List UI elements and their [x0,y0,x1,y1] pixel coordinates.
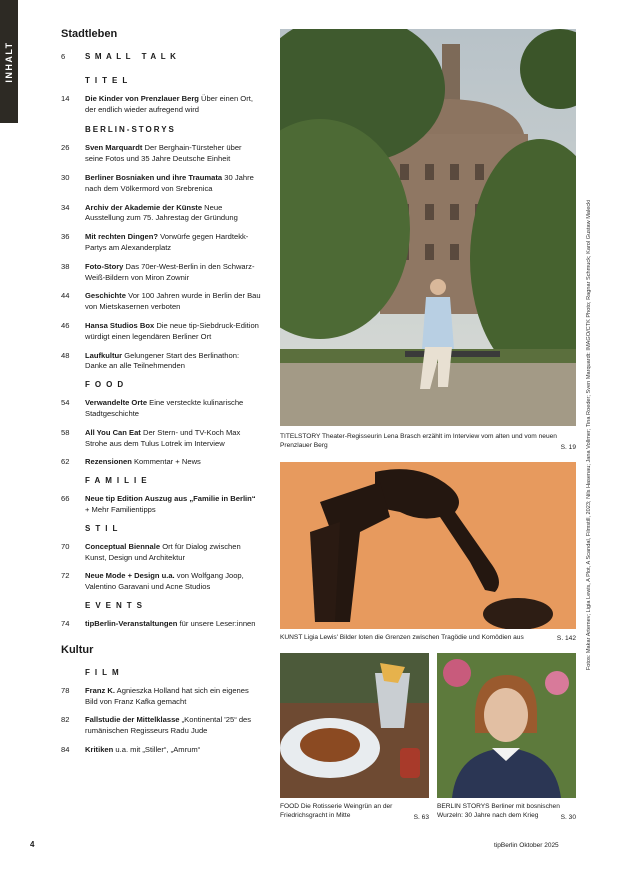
caption-page: S. 63 [413,814,429,821]
entry-text [85,619,261,630]
entry-title: Neue tip Edition Auszug aus „Familie in Berlin“ [85,494,256,504]
toc-list-events [61,619,261,630]
entry-title: Laufkultur [85,350,123,360]
entry-text [85,232,261,254]
entry-description: Über einen Ort, der endlich wieder aufregend wird [85,93,253,114]
photo-credits-text: Fotos: Makar Artemev; Ligia Lewis, A Plot, A Scandal, Filmstill, 2023; Nils Hasenau; Jana Vollmer; Tina Roeder; Sven Marquardt: IMAGO/CTK Photo; Ragnar Schmuck; Karol Gustaw Malecki [586,199,592,671]
magazine-issue: tipBerlin Oktober 2025 [494,842,559,849]
caption-titelstory [280,432,576,452]
entry-description: „Kontinental '25“ des rumänischen Regisseurs Radu Jude [85,715,252,736]
caption-kunst [280,633,576,643]
entry-text [85,494,261,516]
category-events: EVENTS [85,600,148,610]
entry-description: Neue Ausstellung zum 75. Jahrestag der Gründung [85,202,238,223]
entry-text [85,715,261,737]
caption-food [280,802,429,822]
toc-entry[interactable] [61,321,261,343]
entry-description: Vor 100 Jahren wurde in Berlin der Bau von Mietskasernen verboten [85,291,261,312]
category-familie: FAMILIE [85,476,152,486]
entry-description: Gelungener Start des Berlinathon: Danke an alle Teilnehmenden [85,350,240,371]
entry-title: Franz K. [85,685,115,695]
entry-text [85,745,261,756]
toc-entry[interactable] [61,457,261,468]
page-number: 30 [61,172,70,182]
caption-berlin-storys [437,802,576,822]
caption-page: S. 30 [560,814,576,821]
category-stil: STIL [85,523,123,533]
page-number: 74 [61,618,70,628]
entry-text [85,143,261,165]
caption-text: FOOD Die Rotisserie Weingrün an der Friedrichsgracht in Mitte [280,803,393,819]
entry-description: Der Berghain-Türsteher über seine Fotos und 35 Jahre Deutsche Einheit [85,143,242,164]
toc-list-stil [61,542,261,593]
toc-entry[interactable] [61,173,261,195]
entry-title: Rezensionen [85,457,132,467]
entry-description: u.a. mit „Stiller“, „Amrum“ [113,744,201,754]
page-number: 66 [61,494,70,504]
section-heading-stadtleben: Stadtleben [61,28,118,40]
toc-entry[interactable] [61,715,261,737]
titelstory-illustration [280,29,576,426]
caption-page: S. 142 [556,635,576,642]
page-number: 70 [61,541,70,551]
page-number: 38 [61,261,70,271]
caption-page: S. 19 [560,444,576,451]
entry-text [85,428,261,450]
entry-title: Mit rechten Dingen? [85,232,158,242]
toc-entry[interactable] [61,542,261,564]
toc-entry[interactable] [61,143,261,165]
category-titel: TITEL [85,75,133,85]
entry-text [85,398,261,420]
toc-entry[interactable] [61,571,261,593]
food-illustration [280,653,429,798]
page-number: 14 [61,93,70,103]
toc-entry-small-talk[interactable] [61,52,261,63]
page-number: 82 [61,715,70,725]
entry-description: von Wolfgang Joop, Valentino Garavani und Acne Studios [85,571,244,592]
page-number: 54 [61,398,70,408]
entry-description: Ort für Dialog zwischen Kunst, Design und Architektur [85,541,241,562]
caption-text: BERLIN STORYS Berliner mit bosnischen Wurzeln: 30 Jahre nach dem Krieg [437,803,560,819]
page-number: 44 [61,291,70,301]
entry-description: Eine versteckte kulinarische Stadtgeschichte [85,398,244,418]
entry-title: Geschichte [85,291,126,301]
page-number: 84 [61,744,70,754]
section-tab [0,0,18,123]
titelstory-photo [280,29,576,426]
entry-text [85,542,261,564]
toc-entry[interactable] [61,494,261,516]
entry-title: Die Kinder von Prenzlauer Berg [85,93,199,103]
page-number: 46 [61,320,70,330]
entry-title: Kritiken [85,744,114,754]
toc-entry[interactable] [61,398,261,420]
category-food: FOOD [85,380,129,390]
page-number: 26 [61,143,70,153]
toc-entry[interactable] [61,619,261,630]
entry-text [85,321,261,343]
entry-text [85,351,261,373]
caption-text: KUNST Ligia Lewis' Bilder loten die Grenzen zwischen Tragödie und Komödien aus [280,634,524,641]
food-photo [280,653,429,798]
section-tab-label: INHALT [4,41,14,83]
entry-text [85,94,261,116]
page-number: 48 [61,350,70,360]
entry-description: 30 Jahre nach dem Völkermord von Srebrenica [85,172,254,193]
toc-entry[interactable] [61,262,261,284]
entry-description: Vorwürfe gegen Hardtekk-Partys am Alexanderplatz [85,232,249,252]
toc-entry[interactable] [61,291,261,313]
entry-description: Kommentar + News [131,457,201,467]
entry-text [85,571,261,593]
entry-text [85,262,261,284]
entry-text [85,173,261,195]
entry-text [85,686,261,708]
entry-description: Agnieszka Holland hat sich ein eigenes Bild von Franz Kafka gemacht [85,685,249,706]
entry-title: Verwandelte Orte [85,398,148,408]
photo-credits [584,170,594,700]
entry-title: Hansa Studios Box [85,320,155,330]
entry-title: Foto-Story [85,261,124,271]
toc-list-titel [61,94,261,116]
berlin-storys-illustration [437,653,576,798]
entry-text [85,457,261,468]
entry-text [85,291,261,313]
category-label: SMALL TALK [85,52,181,61]
entry-title: Fallstudie der Mittelklasse [85,715,180,725]
entry-description: für unsere Leser:innen [177,618,256,628]
toc-entry[interactable] [61,232,261,254]
entry-text [85,203,261,225]
page-number: 36 [61,232,70,242]
entry-description: + Mehr Familientipps [85,504,156,514]
berlin-storys-photo [437,653,576,798]
toc-list-berlin-storys [61,143,261,372]
page-number: 58 [61,427,70,437]
entry-title: Berliner Bosniaken und ihre Traumata [85,172,223,182]
page-number: 62 [61,457,70,467]
caption-text: TITELSTORY Theater-Regisseurin Lena Brasch erzählt im Interview vom alten und vom neuen Prenzlauer Berg [280,433,557,449]
toc-entry[interactable] [61,94,261,116]
category-berlin-storys: BERLIN-STORYS [85,125,176,135]
entry-title: Archiv der Akademie der Künste [85,202,203,212]
entry-description: Der Stern- und TV-Koch Max Strohe aus dem Tulus Lotrek im Interview [85,427,241,448]
kunst-photo [280,462,576,629]
page-number: 4 [30,840,35,849]
toc-entry[interactable] [61,686,261,708]
entry-title: Conceptual Biennale [85,541,161,551]
toc-entry[interactable] [61,351,261,373]
entry-title: Neue Mode + Design u.a. [85,571,175,581]
toc-entry[interactable] [61,745,261,756]
toc-entry[interactable] [61,203,261,225]
entry-title: Sven Marquardt [85,143,143,153]
page-number: 6 [61,52,66,61]
table-of-contents [61,28,261,764]
page-number: 72 [61,571,70,581]
kunst-illustration [280,462,576,629]
section-heading-kultur: Kultur [61,643,94,656]
page-number: 78 [61,685,70,695]
entry-title: All You Can Eat [85,427,141,437]
entry-title: tipBerlin-Veranstaltungen [85,618,178,628]
page-number: 34 [61,202,70,212]
entry-description: Die neue tip-Siebdruck-Edition würdigt einen legendären Berliner Ort [85,320,259,341]
toc-list-film [61,686,261,756]
toc-list-familie [61,494,261,516]
toc-list-food [61,398,261,468]
toc-entry[interactable] [61,428,261,450]
category-film: FILM [85,667,124,677]
entry-description: Das 70er-West-Berlin in den Schwarz-Weiß-Bildern von Miron Zownir [85,261,255,282]
